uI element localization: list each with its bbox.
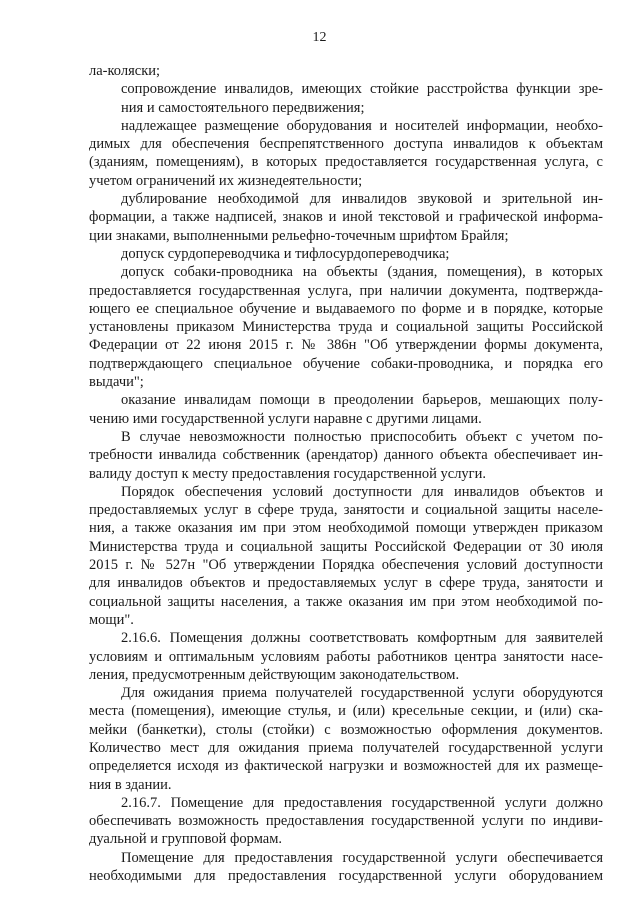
text-line: ния, а также оказания им при этом необходимой помощи утвержден приказом — [89, 520, 603, 537]
text-line: для инвалидов объектов и предоставляемых услуг в сфере труда, занятости и — [89, 575, 603, 592]
text-line: ции знаками, выполненными рельефно-точечным шрифтом Брайля; — [89, 227, 509, 244]
text-line: необходимыми для предоставления государственной услуги оборудованием — [89, 868, 603, 885]
text-line: обеспечивать возможность предоставления государственной услуги по индиви- — [89, 813, 603, 830]
text-line: сопровождение инвалидов, имеющих стойкие расстройства функции зре- — [121, 81, 603, 98]
text-line: выдачи"; — [89, 374, 144, 391]
text-line: мейки (банкетки), столы (стойки) с возможностью оформления документов. — [89, 721, 603, 738]
text-line: предоставляется государственная услуга, при наличии документа, подтвержда- — [89, 282, 603, 299]
text-line: (зданиям, помещениям), в которых предоставляется государственная услуга, с — [89, 154, 603, 171]
text-line: Для ожидания приема получателей государственной услуги оборудуются — [121, 685, 603, 702]
text-line: димых для обеспечения беспрепятственного доступа инвалидов к объектам — [89, 136, 603, 153]
text-line: допуск собаки-проводника на объекты (здания, помещения), в которых — [121, 264, 603, 281]
text-line: социальной защиты населения, а также оказания им при этом необходимой по- — [89, 593, 603, 610]
text-line: ла-коляски; — [89, 63, 161, 79]
text-line: 2.16.6. Помещения должны соответствовать комфортным для заявителей — [121, 630, 603, 647]
text-line: ния в здании. — [89, 776, 172, 793]
text-line: мощи". — [89, 611, 134, 628]
text-line: надлежащее размещение оборудования и носителей информации, необхо- — [121, 117, 603, 134]
text-line: дуальной и групповой формам. — [89, 831, 283, 848]
text-line: 2015 г. № 527н "Об утверждении Порядка обеспечения условий доступности — [89, 557, 603, 574]
text-line: 2.16.7. Помещение для предоставления государственной услуги должно — [121, 794, 603, 811]
text-line: ния и самостоятельного передвижения; — [121, 99, 365, 116]
text-line: установлены приказом Министерства труда и социальной защиты Российской — [89, 319, 603, 336]
text-line: Порядок обеспечения условий доступности для инвалидов объектов и — [121, 483, 603, 500]
text-line: формации, а также надписей, знаков и иной текстовой и графической информа- — [89, 209, 603, 226]
text-line: валиду доступ к месту предоставления государственной услуги. — [89, 465, 487, 482]
text-line: Министерства труда и социальной защиты Российской Федерации от 30 июля — [89, 538, 603, 555]
text-line: В случае невозможности полностью приспособить объект с учетом по- — [121, 428, 603, 445]
text-line: подтверждающего специальное обучение собаки-проводника, и порядка его — [89, 355, 603, 372]
text-line: определяется исходя из фактической нагрузки и возможностей для их размеще- — [89, 758, 603, 775]
text-line: допуск сурдопереводчика и тифлосурдопереводчика; — [121, 245, 450, 262]
text-line: ления, предусмотренным действующим законодательством. — [89, 666, 460, 683]
text-line: Федерации от 22 июня 2015 г. № 386н "Об утверждении формы документа, — [89, 337, 603, 354]
text-line: чению ими государственной услуги наравне с другими лицами. — [89, 410, 482, 427]
text-line: оказание инвалидам помощи в преодолении барьеров, мешающих полу- — [121, 392, 603, 409]
document-body — [89, 62, 603, 885]
text-line: Количество мест для ожидания приема получателей государственной услуги — [89, 739, 603, 756]
text-line: учетом ограничений их жизнедеятельности; — [89, 172, 363, 189]
page-number: 12 — [312, 30, 327, 45]
text-line: дублирование необходимой для инвалидов звуковой и зрительной ин- — [121, 191, 603, 208]
text-line: Помещение для предоставления государственной услуги обеспечивается — [121, 849, 603, 866]
text-line: требности инвалида собственник (арендатор) данного объекта обеспечивает ин- — [89, 447, 603, 464]
text-line: предоставляемых услуг в сфере труда, занятости и социальной защиты населе- — [89, 502, 603, 519]
text-line: условиям и оптимальным условиям работы работников центра занятости насе- — [89, 648, 603, 665]
text-line: места (помещения), имеющие стулья, и (или) кресельные секции, и (или) ска- — [89, 703, 603, 720]
text-line: ющего ее специальное обучение и выдаваемого по форме и в порядке, которые — [89, 300, 603, 317]
